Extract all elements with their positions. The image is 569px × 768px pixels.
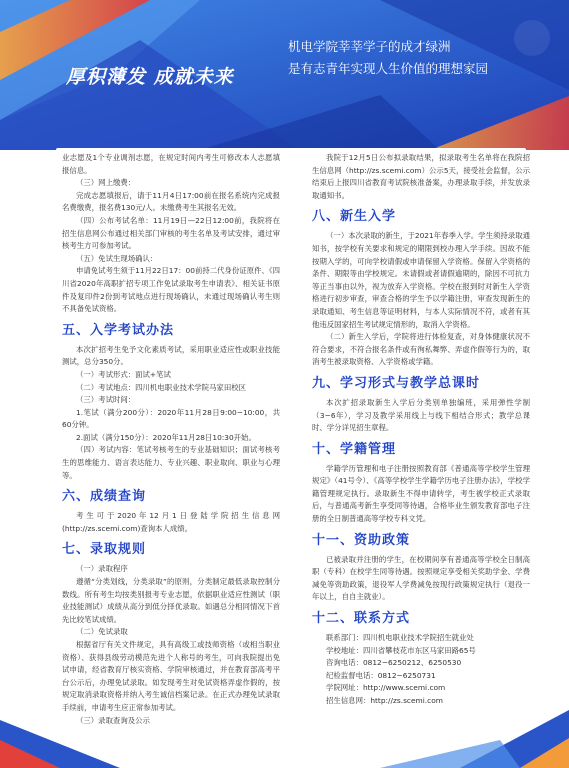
paragraph: 2.面试（满分150分）：2020年11月28日10:30开始。 xyxy=(76,432,256,442)
section-heading: 十、学籍管理 xyxy=(312,441,397,457)
paragraph: 本次扩招考生免予文化素质考试，采用职业适应性或职业技能测试，总分350分。 xyxy=(62,344,280,367)
contact-line: 学校地址：四川省攀枝花市东区马家田路65号 xyxy=(326,645,476,655)
paragraph: （二）考试地点：四川机电职业技术学院马家田校区 xyxy=(76,382,246,392)
paragraph: 我院于12月5日公布拟录取结果，拟录取考生名单将在我院招生信息网（http://zs.scemi.com）公示5天，接受社会监督，公示结束后上报四川省教育考试院核准备案，办理录取手续，并发放录取通知书。 xyxy=(312,153,530,200)
slogan-line-1: 机电学院莘莘学子的成才绿洲 xyxy=(288,39,451,54)
section-heading: 十二、联系方式 xyxy=(312,611,411,627)
contact-line: 招生信息网：http://zs.scemi.com xyxy=(326,696,443,705)
paragraph: （四）公布考试名单：11月19日—22日12:00前，我院将在招生信息网公布通过相关部门审核的考生名单及考试安排，通过审核考生方可参加考试。 xyxy=(62,215,280,251)
section-heading: 十一、资助政策 xyxy=(312,532,411,548)
paragraph: 本次扩招录取新生入学后分类别单独编班，采用弹性学制（3−6年），学习及教学采用线上与线下相结合形式；教学总课时、学分详见招生章程。 xyxy=(312,397,530,433)
right-column xyxy=(312,152,530,708)
section-heading: 八、新生入学 xyxy=(312,209,397,225)
left-column xyxy=(62,152,280,727)
contact-line: 纪检监督电话：0812−6250731 xyxy=(326,670,436,680)
section-heading: 六、成绩查询 xyxy=(62,489,147,505)
paragraph: （一）考试形式：面试+笔试 xyxy=(76,369,171,379)
paragraph: 考生可于2020年12月1日登陆学院招生信息网(http://zs.scemi.com)查询本人成绩。 xyxy=(62,511,280,533)
document-body xyxy=(56,148,530,738)
paragraph: （一）录取程序 xyxy=(76,564,128,574)
header-banner xyxy=(0,0,569,150)
footer-decoration xyxy=(0,700,569,768)
paragraph: 1.笔试（满分200分）：2020年11月28日9:00−10:00，共60分钟。 xyxy=(62,407,280,430)
section-heading: 七、录取规则 xyxy=(62,542,147,558)
paragraph: （二）免试录取 xyxy=(76,627,128,637)
slogan-line-2: 是有志青年实现人生价值的理想家园 xyxy=(288,61,489,76)
contact-line: 联系部门：四川机电职业技术学院招生就业处 xyxy=(326,633,474,643)
paragraph: 申请免试考生须于11月22日17：00前持二代身份证原件、《四川省2020年高职扩招专项工作免试录取考生申请表》、相关证书原件及复印件2份到考试地点进行现场确认，未通过现场确认考生则不具备免试资格。 xyxy=(62,266,280,314)
paragraph: 根据省厅有关文件规定，具有高级工或技师资格（或相当职业资格）、获得县级劳动模范先进个人称号的考生，可向我院提出免试申请，经省教育厅核实资格、学院审核通过，并在教育部高考平台公示后，办理免试录取。如发现考生对免试资格弄虚作假的，按规定取消录取资格并纳入考生诚信档案记录。在正式办理免试录取手续前，申请考生应正常参加考试。 xyxy=(62,640,280,712)
paragraph: 业志愿及1个专业调剂志愿，在规定时间内考生可修改本人志愿填报信息。 xyxy=(62,153,280,175)
paragraph: （三）考试时间： xyxy=(76,395,136,405)
section-heading: 九、学习形式与教学总课时 xyxy=(312,375,481,391)
paragraph: 完成志愿填报后，请于11月4日17:00前在报名系统内完成报名费缴费，报名费130元/人。未缴费考生其报名无效。 xyxy=(62,190,280,213)
paragraph: （一）本次录取的新生，于2021年春季入学。学生须持录取通知书，按学校有关要求和规定的期限到校办理入学手续。因故不能按期入学的，可向学校请假或申请保留入学资格。保留入学资格的条件、期限等由学校规定。未请假或者请假逾期的，除因不可抗力等正当事由以外，视为放弃入学资格。学校在报到时对新生入学资格进行初步审查，审查合格的学生予以学籍注册，审查发现新生的录取通知、考生信息等证明材料，与本人实际情况不符，或者有其他违反国家招生考试规定情形的，取消入学资格。 xyxy=(312,231,530,329)
paragraph: 学籍学历管理和电子注册按照教育部《普通高等学校学生管理规定》（41号令）、《高等学校学生学籍学历电子注册办法》，学校学籍管理规定执行。录取新生不得申请转学，考生被学校正式录取后，与普通高考新生享受同等待遇，合格毕业生颁发教育部电子注册的全日制普通高等学校专科文凭。 xyxy=(312,463,530,524)
paragraph: （三）录取查询及公示 xyxy=(76,715,150,725)
section-heading: 五、入学考试办法 xyxy=(62,322,175,338)
contact-line: 咨询电话：0812−6250212、6250530 xyxy=(326,658,462,668)
contact-line: 学院网址：http://www.scemi.com xyxy=(326,683,446,693)
paragraph: （三）网上缴费： xyxy=(76,178,136,188)
paragraph: （二）新生入学后，学院将进行体检复查，对身体健康状况不符合要求，不符合报名条件或有徇私舞弊、弄虚作假等行为的，取消考生被录取资格、入学资格或学籍。 xyxy=(312,332,530,367)
paragraph: 遵循“分类划线，分类录取”的原则，分类制定最低录取控制分数线。所有考生均按类别报考专业志愿，依据职业适应性测试（职业技能测试）成绩从高分到低分择优录取。如遇总分相同情况下首先比较笔试成绩。 xyxy=(62,577,280,624)
slogan-secondary xyxy=(288,36,488,80)
paragraph: （四）考试内容：笔试考核考生的专业基础知识；面试考核考生的思维能力、语言表达能力、专业兴趣、职业取向、职业与心理等。 xyxy=(62,445,280,480)
slogan-main: 厚积薄发 成就未来 xyxy=(66,66,234,88)
footer-decoration-graphic xyxy=(0,700,569,768)
paragraph: 已被录取并注册的学生，在校期间享有普通高等学校全日制高职（专科）在校学生同等待遇。按照规定享受相关奖助学金、学费减免等资助政策，退役军人学费减免按现行政策规定执行（退役一年以上，自自主就业）。 xyxy=(312,554,530,602)
paragraph: （五）免试生现场确认： xyxy=(76,253,158,263)
